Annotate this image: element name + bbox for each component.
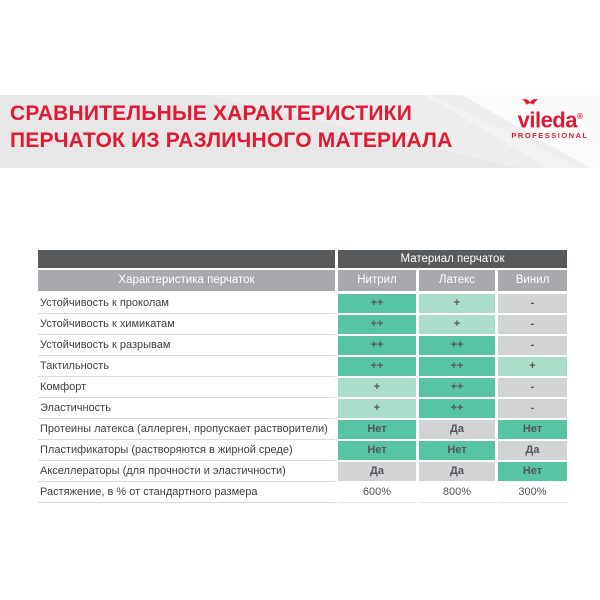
table-group-header-row	[38, 250, 567, 268]
value-cell: Нет	[498, 462, 567, 481]
value-cell: Да	[498, 441, 567, 460]
value-cell: +	[419, 294, 495, 313]
table-row	[38, 419, 567, 440]
column-header-characteristic: Характеристика перчаток	[38, 270, 335, 291]
table-row	[38, 461, 567, 482]
value-cell: Да	[338, 462, 416, 481]
row-label: Пластификаторы (растворяются в жирной среде)	[38, 440, 335, 461]
row-label: Комфорт	[38, 377, 335, 398]
value-cell: +	[498, 357, 567, 376]
comparison-table	[38, 250, 567, 503]
row-label: Устойчивость к проколам	[38, 293, 335, 314]
page-title	[10, 100, 452, 154]
value-cell: Да	[419, 462, 495, 481]
value-cell: ++	[419, 399, 495, 418]
value-cell: -	[498, 336, 567, 355]
value-cell: +	[419, 315, 495, 334]
value-cell: ++	[419, 378, 495, 397]
table-column-header-row	[38, 270, 567, 291]
value-cell: ++	[419, 336, 495, 355]
value-cell: -	[498, 315, 567, 334]
value-cell: Да	[419, 420, 495, 439]
value-cell: ++	[338, 294, 416, 313]
row-label: Эластичность	[38, 398, 335, 419]
table-row	[38, 377, 567, 398]
table-row	[38, 335, 567, 356]
value-cell: Нет	[338, 420, 416, 439]
row-label: Устойчивость к разрывам	[38, 335, 335, 356]
column-header-vinyl: Винил	[498, 270, 567, 291]
row-label: Растяжение, в % от стандартного размера	[38, 482, 335, 503]
column-header-latex: Латекс	[419, 270, 495, 291]
vileda-bird-icon	[509, 98, 591, 107]
brand-wordmark	[509, 107, 591, 133]
group-header-spacer	[38, 250, 335, 268]
value-cell: -	[498, 294, 567, 313]
row-label: Устойчивость к химикатам	[38, 314, 335, 335]
page-title-line1: СРАВНИТЕЛЬНЫЕ ХАРАКТЕРИСТИКИ	[10, 102, 412, 125]
table-row	[38, 293, 567, 314]
value-cell: ++	[338, 357, 416, 376]
registered-mark: ®	[576, 112, 583, 121]
value-cell: -	[498, 378, 567, 397]
table-row	[38, 398, 567, 419]
row-label: Акселлераторы (для прочности и эластичности)	[38, 461, 335, 482]
value-cell: +	[338, 399, 416, 418]
value-cell: Нет	[338, 441, 416, 460]
value-cell: ++	[338, 315, 416, 334]
value-cell: 300%	[498, 482, 567, 503]
column-header-nitrile: Нитрил	[338, 270, 416, 291]
table-row	[38, 356, 567, 377]
brand-subtitle: PROFESSIONAL	[511, 131, 589, 141]
brand-text: vileda	[517, 107, 577, 133]
value-cell: Нет	[498, 420, 567, 439]
row-label: Протеины латекса (аллерген, пропускает растворители)	[38, 419, 335, 440]
table-row	[38, 314, 567, 335]
value-cell: Нет	[419, 441, 495, 460]
value-cell: +	[338, 378, 416, 397]
vileda-logo	[509, 98, 591, 140]
table-row	[38, 482, 567, 503]
value-cell: ++	[419, 357, 495, 376]
row-label: Тактильность	[38, 356, 335, 377]
page-title-line2: ПЕРЧАТОК ИЗ РАЗЛИЧНОГО МАТЕРИАЛА	[10, 129, 453, 152]
value-cell: 600%	[338, 482, 416, 503]
value-cell: 800%	[419, 482, 495, 503]
group-header-cell: Материал перчаток	[338, 250, 567, 268]
header-band	[0, 95, 600, 168]
table-row	[38, 440, 567, 461]
value-cell: ++	[338, 336, 416, 355]
value-cell: -	[498, 399, 567, 418]
